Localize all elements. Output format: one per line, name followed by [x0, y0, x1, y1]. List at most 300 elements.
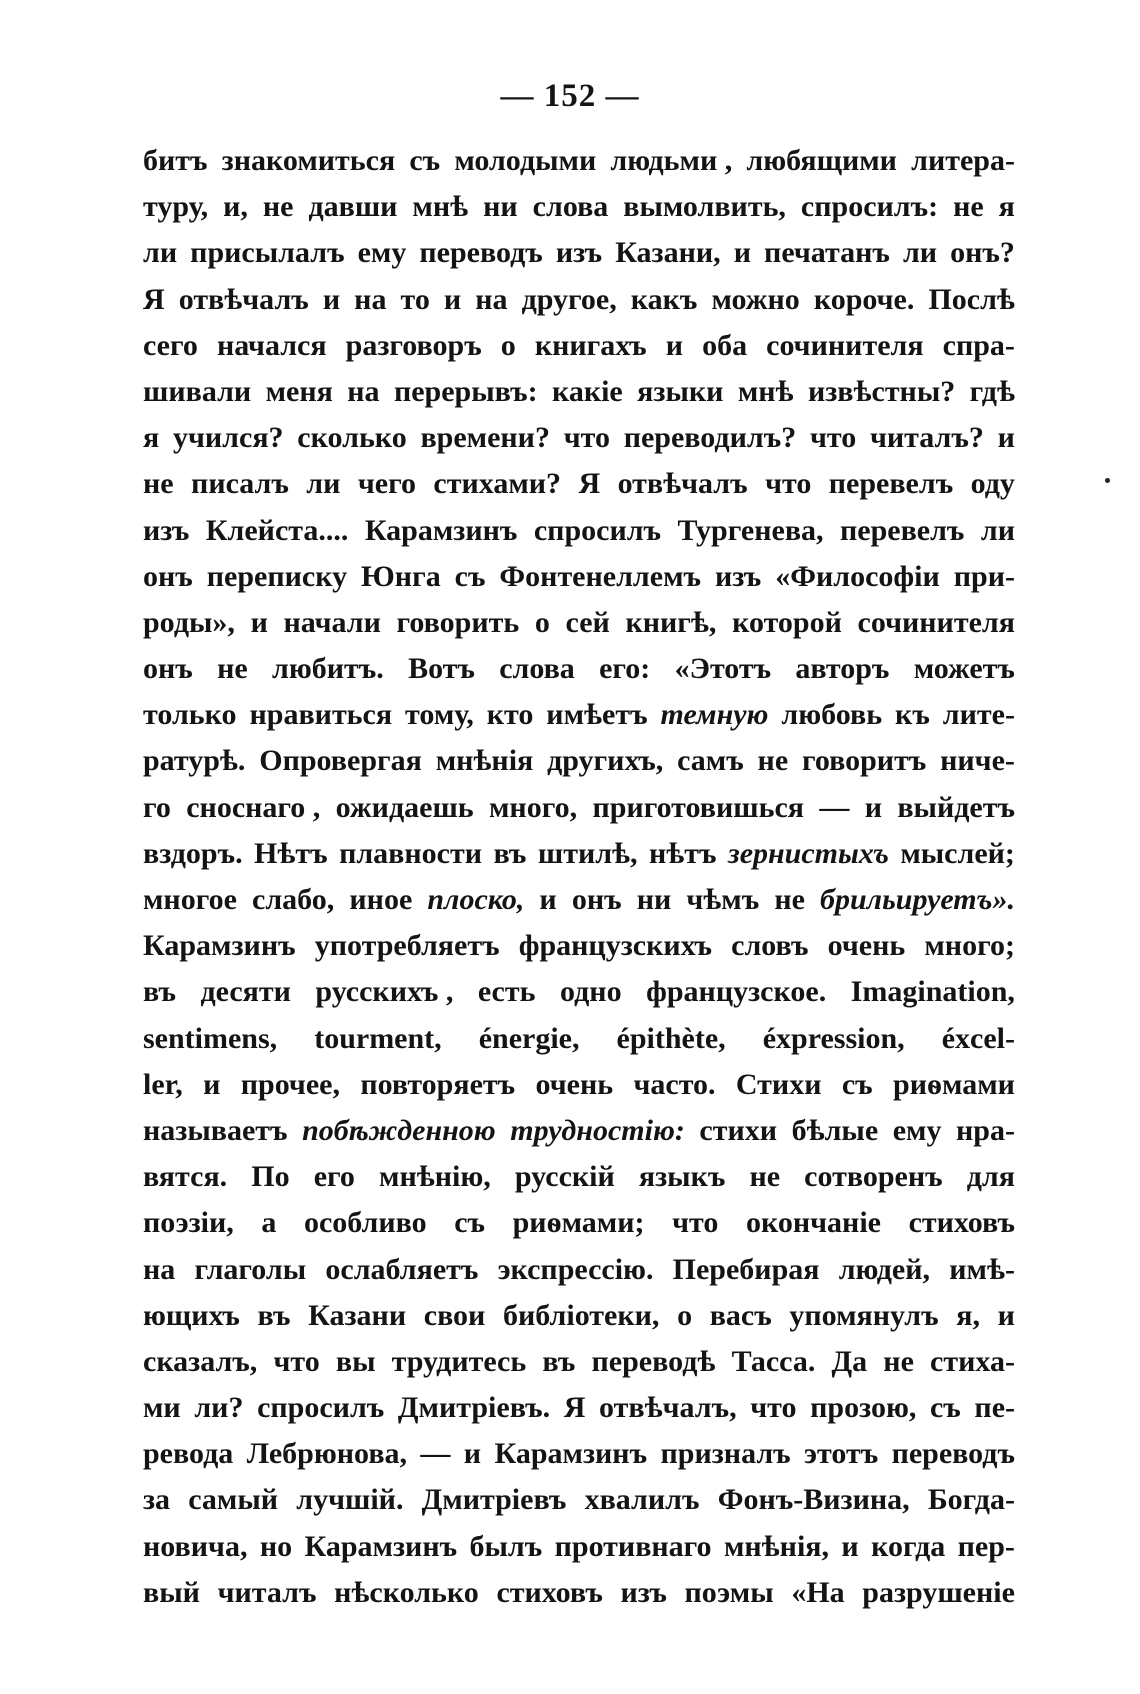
text-line — [143, 1339, 1015, 1385]
word: глаголы — [194, 1252, 307, 1286]
word: любитъ. — [271, 652, 384, 686]
word: въ — [542, 1344, 576, 1378]
word: нра- — [955, 1113, 1015, 1147]
word: другихъ, — [547, 744, 664, 778]
word: языкъ — [638, 1160, 726, 1194]
word: прочее, — [240, 1067, 340, 1101]
word: Казани, — [615, 236, 721, 270]
word: сколько — [297, 421, 407, 455]
word: только — [143, 698, 237, 732]
word: знакомиться — [221, 144, 396, 177]
word: туру, — [143, 190, 209, 224]
word: и — [997, 1298, 1015, 1332]
word: писалъ — [191, 467, 289, 501]
word: имѣ- — [949, 1252, 1015, 1286]
text-line — [143, 646, 1015, 692]
word: штилѣ, — [537, 836, 638, 870]
word: пе- — [974, 1391, 1015, 1425]
word: одно — [559, 975, 622, 1009]
word: го — [143, 790, 171, 824]
word: экспрессію. — [497, 1252, 654, 1286]
word: русскій — [514, 1160, 615, 1194]
word: sentimens, — [143, 1021, 278, 1055]
word: чего — [357, 467, 416, 501]
word: библіотеки, — [503, 1298, 660, 1332]
word: отвѣчалъ — [178, 282, 309, 316]
word: вымолвить, — [623, 190, 786, 224]
text-line — [143, 1200, 1015, 1246]
text-line — [143, 554, 1015, 600]
word: стиховъ — [908, 1206, 1015, 1240]
word: оба — [702, 328, 748, 362]
word: спросилъ: — [800, 190, 939, 224]
word: ни — [483, 190, 518, 224]
text-line — [143, 1570, 1015, 1616]
word: сего — [143, 328, 198, 362]
word: перерывъ: — [393, 374, 538, 408]
word: переводъ — [419, 236, 543, 270]
word: и — [665, 328, 684, 362]
word: — — [819, 790, 850, 824]
word: но — [259, 1529, 293, 1563]
word: переводилъ? — [623, 421, 797, 455]
word: ми — [143, 1391, 181, 1425]
word: лите- — [942, 698, 1015, 732]
word: побѣжденною — [302, 1113, 496, 1147]
word: не — [143, 467, 174, 501]
word: о — [677, 1298, 693, 1332]
word: перевелъ — [839, 513, 965, 547]
word: отвѣчалъ, — [599, 1391, 737, 1425]
word: любящими — [746, 144, 897, 177]
word: плавности — [339, 836, 483, 870]
text-line — [143, 1431, 1015, 1477]
word: поэзіи, — [143, 1206, 234, 1240]
word: я, — [956, 1298, 980, 1332]
word: а — [261, 1206, 277, 1240]
text-line — [143, 415, 1015, 461]
word: языки — [637, 374, 724, 408]
word: изъ — [620, 1575, 667, 1609]
word: шивали — [143, 374, 252, 408]
word: слова — [532, 190, 609, 224]
word: особливо — [303, 1206, 427, 1240]
text-line — [143, 277, 1015, 323]
word: очень — [535, 1067, 614, 1101]
word: книгѣ, — [625, 605, 717, 639]
word: ему — [892, 1113, 942, 1147]
word: много; — [924, 929, 1015, 963]
word: которой — [732, 605, 842, 639]
text-line — [143, 969, 1015, 1015]
text-line — [143, 369, 1015, 415]
word: мнѣнію, — [379, 1160, 491, 1194]
word: былъ — [469, 1529, 543, 1563]
text-line — [143, 1016, 1015, 1062]
word: ler, — [143, 1067, 183, 1101]
word: окончаніе — [745, 1206, 881, 1240]
word: Карамзинъ — [364, 513, 518, 547]
word: вятся. — [143, 1160, 228, 1194]
word: Фонтенеллемъ — [499, 559, 701, 593]
word: приготовишься — [592, 790, 804, 824]
word: Imagination, — [850, 975, 1015, 1009]
word: любовь — [781, 698, 883, 732]
word: съ — [454, 1206, 486, 1240]
word: можно — [711, 282, 800, 316]
word: и, — [223, 190, 248, 224]
word: слабо, — [252, 883, 335, 916]
word: какіе — [551, 374, 623, 408]
word: въ — [493, 836, 527, 870]
word: «Этотъ — [674, 652, 772, 686]
word: начался — [216, 328, 327, 362]
text-line — [143, 1062, 1015, 1108]
word: ли — [143, 236, 178, 270]
word: Дмитріевъ — [421, 1483, 567, 1517]
word: для — [966, 1160, 1015, 1194]
word: людей, — [838, 1252, 931, 1286]
word: извѣстны? — [807, 374, 956, 408]
word: Вотъ — [408, 652, 475, 686]
word: Опровергая — [259, 744, 422, 778]
text-line — [143, 508, 1015, 554]
word: ли — [980, 513, 1015, 547]
word: онъ — [143, 652, 193, 686]
word: не — [217, 652, 248, 686]
word: сочинителя — [857, 605, 1015, 639]
word: сочинителя — [766, 328, 924, 362]
text-line — [143, 1477, 1015, 1523]
word: онъ — [143, 559, 193, 593]
word: ревода — [143, 1437, 234, 1471]
word: другое, — [521, 282, 617, 316]
word: и — [841, 1529, 859, 1563]
word: на — [347, 374, 380, 408]
word: французское. — [646, 975, 827, 1009]
text-line — [143, 1385, 1015, 1431]
word: — — [420, 1437, 451, 1471]
word: стиховъ — [496, 1575, 603, 1609]
word: ющихъ — [143, 1298, 240, 1332]
word: вы — [335, 1344, 376, 1378]
word: и — [997, 421, 1015, 455]
word: Тасса. — [731, 1344, 816, 1378]
word: разрушеніе — [862, 1575, 1015, 1609]
word: авторъ — [795, 652, 890, 686]
word: учился? — [172, 421, 284, 455]
word: мнѣ — [412, 190, 469, 224]
word: «На — [791, 1575, 845, 1609]
word: плоско, — [427, 883, 525, 916]
word: спра- — [942, 328, 1015, 362]
word: Карамзинъ — [304, 1529, 458, 1563]
word: читалъ — [217, 1575, 317, 1609]
word: сказалъ, — [143, 1344, 258, 1378]
word: трудностію: — [510, 1113, 685, 1147]
word: не — [774, 883, 805, 916]
word: много, — [488, 790, 578, 824]
word: ожидаешь — [335, 790, 474, 824]
word: стиха- — [930, 1344, 1015, 1378]
word: я — [998, 190, 1015, 224]
word: зернистыхъ — [727, 836, 889, 870]
word: Стихи — [735, 1067, 822, 1101]
word: Богда- — [927, 1483, 1015, 1517]
word: противнаго — [554, 1529, 712, 1563]
word: прозою, — [810, 1391, 917, 1425]
page-number: — 152 — — [500, 78, 640, 114]
word: за — [143, 1483, 171, 1517]
word: какъ — [630, 282, 698, 316]
word: нравиться — [249, 698, 393, 732]
word: выйдетъ — [897, 790, 1015, 824]
word: иное — [349, 883, 413, 916]
word: въ — [257, 1298, 291, 1332]
word: Я — [143, 282, 165, 316]
word: и — [463, 1437, 482, 1471]
word: Нѣтъ — [254, 836, 328, 870]
word: éxcel- — [941, 1021, 1015, 1055]
word: нѣтъ — [649, 836, 717, 870]
word: переводъ — [891, 1437, 1015, 1471]
word: вый — [143, 1575, 200, 1609]
word: сотворенъ — [804, 1160, 943, 1194]
word: говорить — [396, 605, 520, 639]
word: имѣетъ — [546, 698, 648, 732]
word: Дмитріевъ. — [397, 1391, 551, 1425]
word: не — [262, 190, 294, 224]
word: призналъ — [660, 1437, 791, 1471]
word: въ — [143, 975, 176, 1009]
text-line — [143, 600, 1015, 646]
word: стихами? — [433, 467, 562, 501]
word: По — [251, 1160, 290, 1194]
word: словъ — [731, 929, 809, 963]
word: переписку — [206, 559, 348, 593]
word: брильируетъ». — [820, 883, 1015, 916]
text-line — [143, 230, 1015, 276]
word: Лебрюнова, — [246, 1437, 408, 1471]
word: ниче- — [940, 744, 1015, 778]
word: пер- — [957, 1529, 1015, 1563]
word: литера- — [911, 144, 1015, 177]
word: меня — [265, 374, 333, 408]
word: Да — [831, 1344, 868, 1378]
text-line — [143, 923, 1015, 969]
word: русскихъ , — [315, 975, 454, 1009]
word: книгахъ — [534, 328, 647, 362]
word: ли? — [194, 1391, 244, 1425]
text-line — [143, 738, 1015, 784]
word: нѣсколько — [334, 1575, 479, 1609]
word: времени? — [420, 421, 550, 455]
word: сей — [565, 605, 610, 639]
word: молодыми — [454, 144, 597, 177]
word: упомянулъ — [789, 1298, 939, 1332]
word: Перебирая — [672, 1252, 820, 1286]
word: тому, — [405, 698, 474, 732]
text-line — [143, 138, 1015, 184]
word: Я — [578, 467, 601, 501]
word: вздоръ. — [143, 836, 243, 870]
word: не — [749, 1160, 781, 1194]
text-line — [143, 1293, 1015, 1339]
text-line — [143, 831, 1015, 877]
word: Юнга — [361, 559, 441, 593]
text-line — [143, 1247, 1015, 1293]
word: мнѣнія, — [723, 1529, 830, 1563]
word: что — [750, 1391, 797, 1425]
word: новича, — [143, 1529, 248, 1563]
word: гдѣ — [969, 374, 1015, 408]
word: французскихъ — [518, 929, 713, 963]
word: присылалъ — [190, 236, 345, 270]
word: онъ — [571, 883, 622, 916]
text-line — [143, 323, 1015, 369]
word: къ — [895, 698, 930, 732]
word: что — [765, 467, 812, 501]
word: на — [354, 282, 387, 316]
word: что — [273, 1344, 320, 1378]
word: что — [563, 421, 610, 455]
word: на — [475, 282, 508, 316]
word: о — [534, 605, 550, 639]
word: ослабляетъ — [325, 1252, 479, 1286]
word: чѣмъ — [686, 883, 760, 916]
word: хвалилъ — [584, 1483, 700, 1517]
word: не — [953, 190, 984, 224]
text-line — [143, 1108, 1015, 1154]
word: людьми , — [610, 144, 733, 177]
word: Казани — [308, 1298, 407, 1332]
word: Клейста.... — [205, 513, 349, 547]
word: не — [883, 1344, 914, 1378]
word: очень — [827, 929, 906, 963]
word: съ — [841, 1067, 873, 1101]
word: кто — [486, 698, 534, 732]
word: не — [757, 744, 789, 778]
word: трудитесь — [391, 1344, 527, 1378]
word: переводѣ — [591, 1344, 716, 1378]
text-line — [143, 184, 1015, 230]
word: короче. — [813, 282, 915, 316]
text-line — [143, 692, 1015, 738]
word: мнѣ — [737, 374, 794, 408]
text-line — [143, 1524, 1015, 1570]
word: слова — [499, 652, 575, 686]
word: то — [400, 282, 430, 316]
word: этотъ — [804, 1437, 879, 1471]
text-line — [143, 461, 1015, 507]
word: разговоръ — [345, 328, 482, 362]
word: изъ — [555, 236, 603, 270]
word: оду — [970, 467, 1015, 501]
word: говоритъ — [801, 744, 927, 778]
word: его: — [599, 652, 651, 686]
word: часто. — [633, 1067, 716, 1101]
word: и — [864, 790, 882, 824]
word: и — [733, 236, 751, 270]
word: Послѣ — [928, 282, 1015, 316]
word: самый — [188, 1483, 279, 1517]
word: есть — [477, 975, 536, 1009]
word: называетъ — [143, 1113, 288, 1147]
word: употребляетъ — [314, 929, 500, 963]
word: изъ — [143, 513, 190, 547]
word: съ — [929, 1391, 961, 1425]
word: спросилъ — [533, 513, 662, 547]
text-line — [143, 877, 1015, 923]
word: Тургенева, — [677, 513, 824, 547]
word: васъ — [709, 1298, 772, 1332]
word: мнѣнія — [435, 744, 534, 778]
text-line — [143, 785, 1015, 831]
word: и — [443, 282, 462, 316]
word: и — [250, 605, 268, 639]
word: Я — [563, 1391, 586, 1425]
word: когда — [871, 1529, 946, 1563]
word: стихи — [699, 1113, 778, 1147]
word: énergie, — [478, 1021, 580, 1055]
body-text — [143, 138, 1015, 1616]
word: бѣлые — [791, 1113, 879, 1147]
word: ратурѣ. — [143, 744, 246, 778]
word: онъ? — [950, 236, 1015, 270]
word: его — [313, 1160, 355, 1194]
word: самъ — [677, 744, 744, 778]
word: и — [539, 883, 557, 916]
word: темную — [660, 698, 769, 732]
word: ни — [636, 883, 672, 916]
word: съ — [409, 144, 441, 177]
word: читалъ? — [869, 421, 984, 455]
word: многое — [143, 883, 237, 916]
word: что — [809, 421, 857, 455]
word: и — [322, 282, 341, 316]
word: изъ — [714, 559, 762, 593]
word: tourment, — [314, 1021, 442, 1055]
word: риѳмами — [893, 1067, 1015, 1101]
word: мыслей; — [900, 836, 1015, 870]
word: и — [203, 1067, 221, 1101]
word: при- — [953, 559, 1015, 593]
word: отвѣчалъ — [617, 467, 748, 501]
word: о — [500, 328, 516, 362]
word: повторяетъ — [360, 1067, 516, 1101]
word: можетъ — [913, 652, 1015, 686]
scan-speck — [1105, 478, 1110, 483]
word: перевелъ — [828, 467, 954, 501]
word: Карамзинъ — [143, 929, 296, 963]
word: ему — [357, 236, 407, 270]
word: на — [143, 1252, 176, 1286]
word: «Философіи — [775, 559, 940, 593]
word: роды», — [143, 605, 235, 639]
word: спросилъ — [257, 1391, 385, 1425]
word: печатанъ — [764, 236, 890, 270]
word: сноснаго , — [186, 790, 321, 824]
word: давши — [308, 190, 398, 224]
word: поэмы — [684, 1575, 774, 1609]
word: начали — [283, 605, 381, 639]
word: Фонъ-Визина, — [717, 1483, 910, 1517]
word: лучшій. — [296, 1483, 404, 1517]
text-line — [143, 1154, 1015, 1200]
word: риѳмами; — [512, 1206, 645, 1240]
word: épithète, — [616, 1021, 726, 1055]
word: десяти — [200, 975, 291, 1009]
